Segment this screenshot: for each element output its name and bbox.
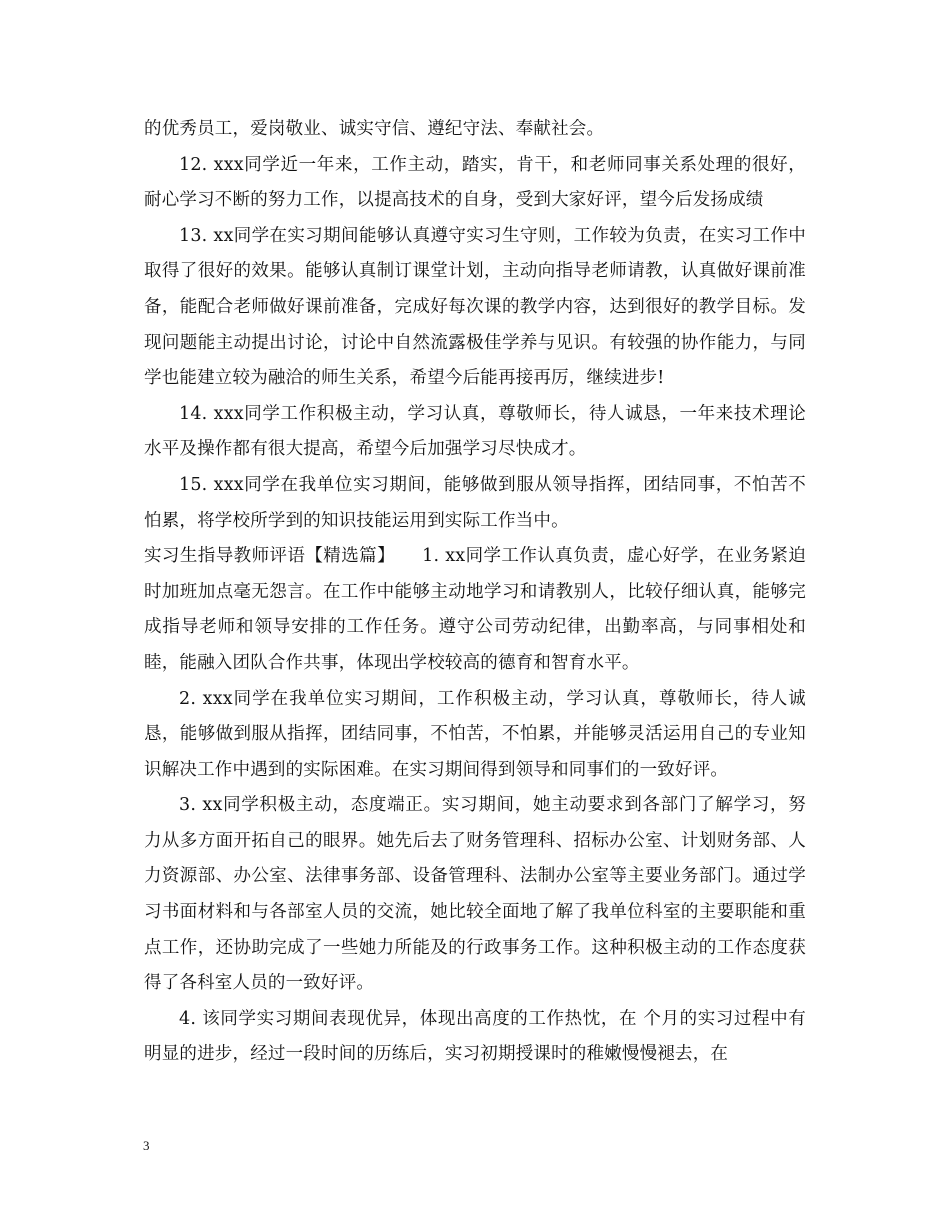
paragraph-item-2: 2. xxx同学在我单位实习期间，工作积极主动，学习认真，尊敬师长，待人诚恳，能够做到服从指挥，团结同事，不怕苦，不怕累，并能够灵活运用自己的专业知识解决工作中遇到的实际困难。在实习期间得到领导和同事们的一致好评。 [144,688,806,780]
paragraph-item-3: 3. xx同学积极主动，态度端正。实习期间，她主动要求到各部门了解学习，努力从多方面开拓自己的眼界。她先后去了财务管理科、招标办公室、计划财务部、人力资源部、办公室、法律事务部、设备管理科、法制办公室等主要业务部门。通过学习书面材料和与各部室人员的交流，她比较全面地了解了我单位科室的主要职能和重点工作，还协助完成了一些她力所能及的行政事务工作。这种积极主动的工作态度获得了各科室人员的一致好评。 [144,795,806,994]
page-number: 3 [143,1138,150,1153]
paragraph-item-15: 15. xxx同学在我单位实习期间，能够做到服从领导指挥，团结同事，不怕苦不怕累，将学校所学到的知识技能运用到实际工作当中。 [144,474,806,531]
paragraph-continuation: 的优秀员工，爱岗敬业、诚实守信、遵纪守法、奉献社会。 [144,119,605,139]
section-heading-paragraph: 实习生指导教师评语【精选篇】 1. xx同学工作认真负责，虚心好学，在业务紧迫时加班加点毫无怨言。在工作中能够主动地学习和请教别人，比较仔细认真，能够完成指导老师和领导安排的工作任务。遵守公司劳动纪律，出勤率高，与同事相处和睦，能融入团队合作共事，体现出学校较高的德育和智育水平。 [144,546,806,673]
document-body [144,112,806,1073]
paragraph-item-4: 4. 该同学实习期间表现优异，体现出高度的工作热忱，在 个月的实习过程中有明显的进步，经过一段时间的历练后，实习初期授课时的稚嫩慢慢褪去，在 [144,1008,806,1065]
paragraph-item-13: 13. xx同学在实习期间能够认真遵守实习生守则，工作较为负责，在实习工作中取得了很好的效果。能够认真制订课堂计划，主动向指导老师请教，认真做好课前准备，能配合老师做好课前准备，完成好每次课的教学内容，达到很好的教学目标。发现问题能主动提出讨论，讨论中自然流露极佳学养与见识。有较强的协作能力，与同学也能建立较为融洽的师生关系，希望今后能再接再厉，继续进步! [144,225,806,389]
paragraph-item-12: 12. xxx同学近一年来，工作主动，踏实，肯干，和老师同事关系处理的很好，耐心学习不断的努力工作，以提高技术的自身，受到大家好评，望今后发扬成绩 [144,154,806,211]
paragraph-item-14: 14. xxx同学工作积极主动，学习认真，尊敬师长，待人诚恳，一年来技术理论水平及操作都有很大提高，希望今后加强学习尽快成才。 [144,403,806,460]
